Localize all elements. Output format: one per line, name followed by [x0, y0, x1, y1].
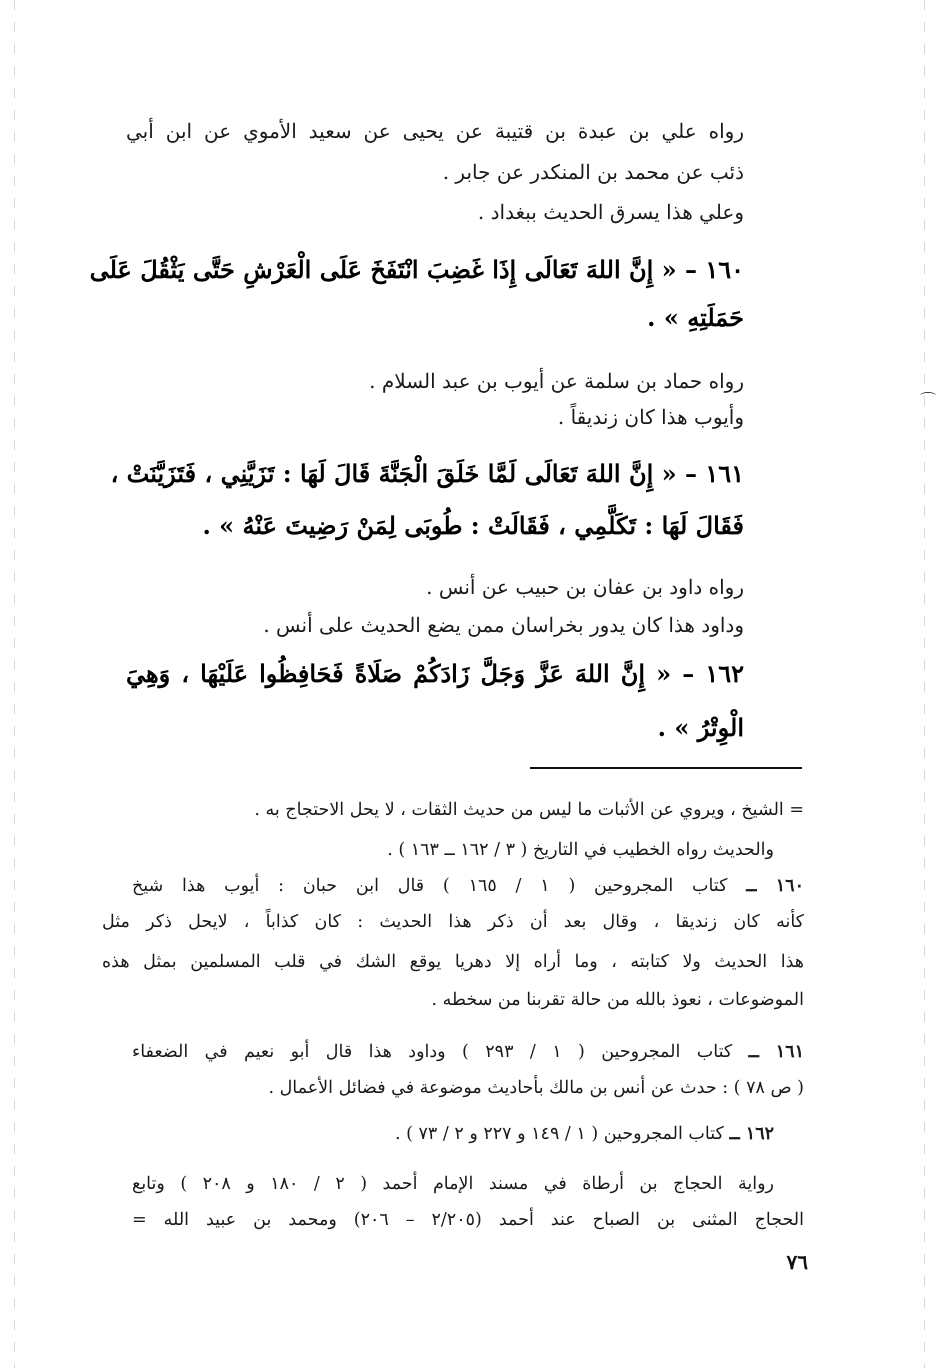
page-number: ٧٦: [786, 1250, 808, 1274]
narration-line: رواه داود بن عفان بن حبيب عن أنس .: [426, 575, 744, 599]
footnote-160-line: [132, 874, 804, 898]
hadith-text: – « إِنَّ اللهَ عَزَّ وَجَلَّ زَادَكُمْ صَلَاةً فَحَافِظُوا عَلَيْهَا ، وَهِيَ: [126, 659, 695, 688]
hadith-text: – « إِنَّ اللهَ تَعَالَى لَمَّا خَلَقَ الْجَنَّةَ قَالَ لَهَا : تَزَيَّنِي ، فَتَزَيَّنَتْ ،: [110, 459, 697, 488]
footnote-number: ١٦٢ ــ: [729, 1124, 774, 1144]
footnote-162-line: [395, 1122, 774, 1146]
footnote-text: كتاب المجروحين ( ١ / ١٤٩ و ٢٢٧ و ٢ / ٧٣ ) .: [395, 1124, 724, 1144]
hadith-number: ١٦٠: [705, 255, 744, 284]
scan-margin-dots-right: [924, 0, 925, 1368]
footnote-line: والحديث رواه الخطيب في التاريخ ( ٣ / ١٦٢ ــ ١٦٣ ) .: [387, 840, 774, 860]
footnote-line: كأنه كان زنديقا ، وقال بعد أن ذكر هذا الحديث : كان كذاباً ، لايحل ذكر مثل: [102, 912, 804, 932]
footnote-line: رواية الحجاج بن أرطاة في مسند الإمام أحمد ( ٢ / ١٨٠ و ٢٠٨ ) وتابع: [132, 1174, 774, 1194]
narration-line: رواه علي بن عبدة بن قتيبة عن يحيى عن سعيد الأموي عن ابن أبي: [126, 119, 744, 143]
narration-line: وعلي هذا يسرق الحديث ببغداد .: [477, 200, 744, 224]
hadith-160-line: حَمَلَتِهِ » .: [647, 303, 744, 332]
footnote-text: كتاب المجروحين ( ١ / ١٦٥ ) قال ابن حبان : أيوب هذا شيخ: [132, 876, 728, 896]
narration-line: وأيوب هذا كان زنديقاً .: [557, 405, 744, 429]
hadith-161-line: فَقَالَ لَهَا : تَكَلَّمِي ، فَقَالَتْ : طُوبَى لِمَنْ رَضِيتَ عَنْهُ » .: [202, 511, 744, 540]
narration-line: ذئب عن محمد بن المنكدر عن جابر .: [442, 160, 744, 184]
hadith-number: ١٦٢: [705, 659, 744, 688]
scan-margin-dots-left: [14, 0, 15, 1368]
hadith-number: ١٦١: [705, 459, 744, 488]
footnote-line: هذا الحديث ولا كتابته ، وما أراه إلا دهريا يوقع الشك في قلب المسلمين بمثل هذه: [102, 952, 804, 972]
footnote-line: الحجاج المثنى بن الصباح عند أحمد (٢/٢٠٥ – ٢٠٦) ومحمد بن عبيد الله =: [132, 1210, 804, 1230]
footnote-number: ١٦٠ ــ: [746, 876, 804, 896]
footnote-line: الموضوعات ، نعوذ بالله من حالة تقربنا من سخطه .: [431, 990, 804, 1010]
footnote-number: ١٦١ ــ: [748, 1042, 804, 1062]
footnote-separator: [530, 767, 802, 769]
narration-line: رواه حماد بن سلمة عن أيوب بن عبد السلام .: [369, 369, 744, 393]
hadith-162-line: [126, 658, 744, 690]
footnote-line: = الشيخ ، ويروي عن الأثبات ما ليس من حديث الثقات ، لا يحل الاحتجاج به .: [254, 800, 804, 820]
footnote-161-line: [132, 1040, 804, 1064]
footnote-line: ( ص ٧٨ ) : حدث عن أنس بن مالك بأحاديث موضوعة في فضائل الأعمال .: [268, 1078, 804, 1098]
footnote-text: كتاب المجروحين ( ١ / ٢٩٣ ) وداود هذا قال أبو نعيم في الضعفاء: [132, 1042, 733, 1062]
narration-line: وداود هذا كان يدور بخراسان ممن يضع الحديث على أنس .: [263, 613, 744, 637]
hadith-160-line: [89, 254, 744, 286]
hadith-161-line: [110, 458, 744, 490]
hadith-162-line: الْوِتْرُ » .: [657, 713, 744, 742]
hadith-text: – « إِنَّ اللهَ تَعَالَى إِذَا غَضِبَ انْتَفَخَ عَلَى الْعَرْشِ حَتَّى يَثْقُلَ عَلَى: [89, 255, 697, 284]
scan-mark: [920, 392, 936, 399]
